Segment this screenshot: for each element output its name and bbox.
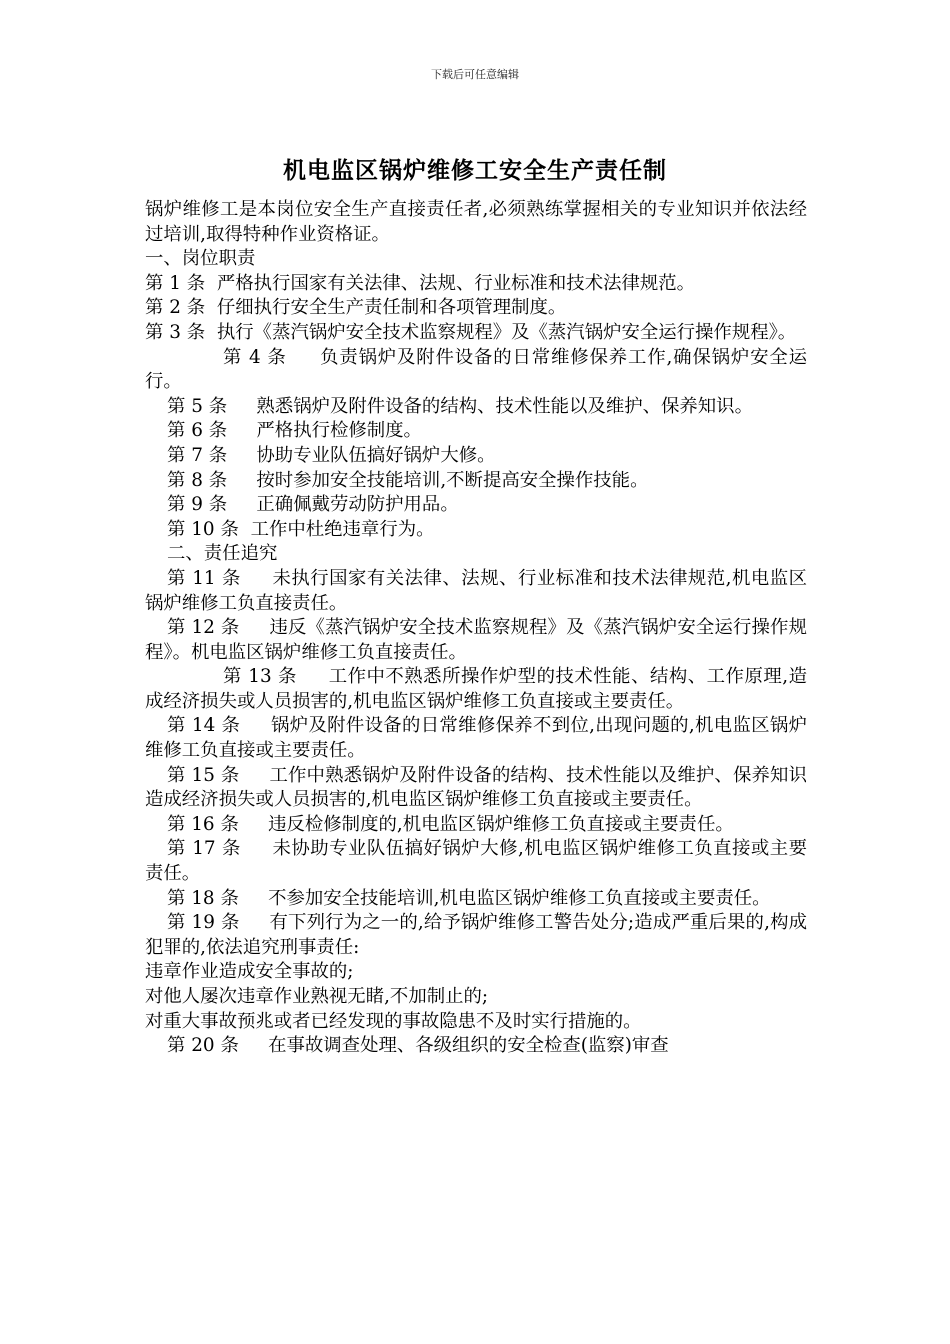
article-number: 第 12 条 — [167, 617, 270, 639]
paragraph — [145, 665, 807, 714]
article-number: 第 16 条 — [167, 813, 269, 835]
article-number: 第 13 条 — [223, 666, 329, 688]
paragraph-text: 一、岗位职责 — [145, 248, 256, 270]
paragraph — [145, 518, 807, 543]
page-header: 下载后可任意编辑 — [431, 68, 519, 81]
paragraph — [145, 346, 807, 395]
paragraph-text: 正确佩戴劳动防护用品。 — [256, 494, 459, 516]
paragraph-text: 对他人屡次违章作业熟视无睹,不加制止的; — [145, 986, 489, 1007]
paragraph-text: 锅炉及附件设备的日常维修保养不到位,出现问题的,机电监区锅炉维修工负直接或主要责任。 — [145, 715, 807, 762]
paragraph-text: 熟悉锅炉及附件设备的结构、技术性能以及维护、保养知识。 — [256, 395, 753, 417]
paragraph — [145, 911, 807, 960]
article-number: 第 7 条 — [167, 444, 257, 466]
paragraph — [145, 419, 807, 444]
paragraph-text: 工作中不熟悉所操作炉型的技术性能、结构、工作原理,造成经济损失或人员损害的,机电监区锅炉维修工负直接或主要责任。 — [145, 666, 807, 712]
paragraph-text: 协助专业队伍搞好锅炉大修。 — [256, 444, 496, 466]
paragraph — [145, 493, 807, 518]
paragraph — [145, 985, 807, 1010]
article-number: 第 10 条 — [167, 518, 251, 540]
paragraph-text: 工作中杜绝违章行为。 — [250, 518, 435, 540]
article-number: 第 19 条 — [167, 912, 270, 934]
article-number: 第 14 条 — [167, 715, 272, 737]
paragraph-text: 执行《蒸汽锅炉安全技术监察规程》及《蒸汽锅炉安全运行操作规程》。 — [216, 321, 797, 343]
paragraph — [145, 198, 807, 247]
article-number: 第 6 条 — [167, 420, 257, 442]
paragraph — [145, 1034, 807, 1059]
document-body — [145, 198, 807, 1059]
document-title: 机电监区锅炉维修工安全生产责任制 — [283, 157, 667, 184]
paragraph-text: 有下列行为之一的,给予锅炉维修工警告处分;造成严重后果的,构成犯罪的,依法追究刑事责任: — [145, 912, 808, 958]
paragraph — [145, 296, 807, 321]
article-number: 第 2 条 — [145, 297, 217, 319]
paragraph-text: 仔细执行安全生产责任制和各项管理制度。 — [216, 297, 567, 319]
paragraph — [145, 247, 807, 272]
paragraph-text: 未协助专业队伍搞好锅炉大修,机电监区锅炉维修工负直接或主要责任。 — [145, 838, 807, 885]
article-number: 第 4 条 — [223, 346, 321, 368]
paragraph — [145, 272, 807, 297]
paragraph — [145, 395, 807, 420]
paragraph-text: 违反《蒸汽锅炉安全技术监察规程》及《蒸汽锅炉安全运行操作规程》。机电监区锅炉维修工负直接责任。 — [145, 617, 807, 663]
article-number: 第 8 条 — [167, 469, 257, 491]
paragraph-text: 未执行国家有关法律、法规、行业标准和技术法律规范,机电监区锅炉维修工负直接责任。 — [145, 567, 807, 614]
article-number: 第 11 条 — [167, 567, 273, 589]
paragraph — [145, 567, 807, 616]
paragraph-text: 在事故调查处理、各级组织的安全检查(监察)审查 — [268, 1035, 669, 1057]
paragraph-text: 锅炉维修工是本岗位安全生产直接责任者,必须熟练掌握相关的专业知识并依法经过培训,取得特种作业资格证。 — [145, 199, 807, 245]
paragraph-text: 严格执行检修制度。 — [256, 420, 422, 442]
paragraph-text: 按时参加安全技能培训,不断提高安全操作技能。 — [256, 469, 649, 491]
paragraph-text: 对重大事故预兆或者已经发现的事故隐患不及时实行措施的。 — [145, 1010, 642, 1032]
paragraph — [145, 321, 807, 346]
paragraph — [145, 444, 807, 469]
paragraph-text: 负责锅炉及附件设备的日常维修保养工作,确保锅炉安全运行。 — [145, 346, 807, 393]
article-number: 第 18 条 — [167, 887, 269, 909]
paragraph — [145, 764, 807, 813]
paragraph — [145, 960, 807, 985]
paragraph — [145, 837, 807, 886]
article-number: 第 9 条 — [167, 494, 257, 516]
paragraph-text: 二、责任追究 — [167, 543, 278, 565]
paragraph-text: 违章作业造成安全事故的; — [145, 961, 354, 983]
article-number: 第 20 条 — [167, 1035, 269, 1057]
paragraph — [145, 813, 807, 838]
paragraph — [145, 542, 807, 567]
paragraph-text: 工作中熟悉锅炉及附件设备的结构、技术性能以及维护、保养知识造成经济损失或人员损害的,机电监区锅炉维修工负直接或主要责任。 — [145, 764, 807, 811]
paragraph — [145, 1010, 807, 1035]
paragraph — [145, 616, 807, 665]
paragraph — [145, 887, 807, 912]
article-number: 第 17 条 — [167, 838, 273, 860]
article-number: 第 15 条 — [167, 764, 270, 786]
paragraph-text: 不参加安全技能培训,机电监区锅炉维修工负直接或主要责任。 — [268, 887, 771, 909]
paragraph — [145, 714, 807, 763]
paragraph — [145, 469, 807, 494]
paragraph-text: 违反检修制度的,机电监区锅炉维修工负直接或主要责任。 — [268, 813, 734, 835]
article-number: 第 3 条 — [145, 321, 217, 343]
article-number: 第 5 条 — [167, 395, 257, 417]
paragraph-text: 严格执行国家有关法律、法规、行业标准和技术法律规范。 — [216, 272, 696, 294]
article-number: 第 1 条 — [145, 272, 217, 294]
